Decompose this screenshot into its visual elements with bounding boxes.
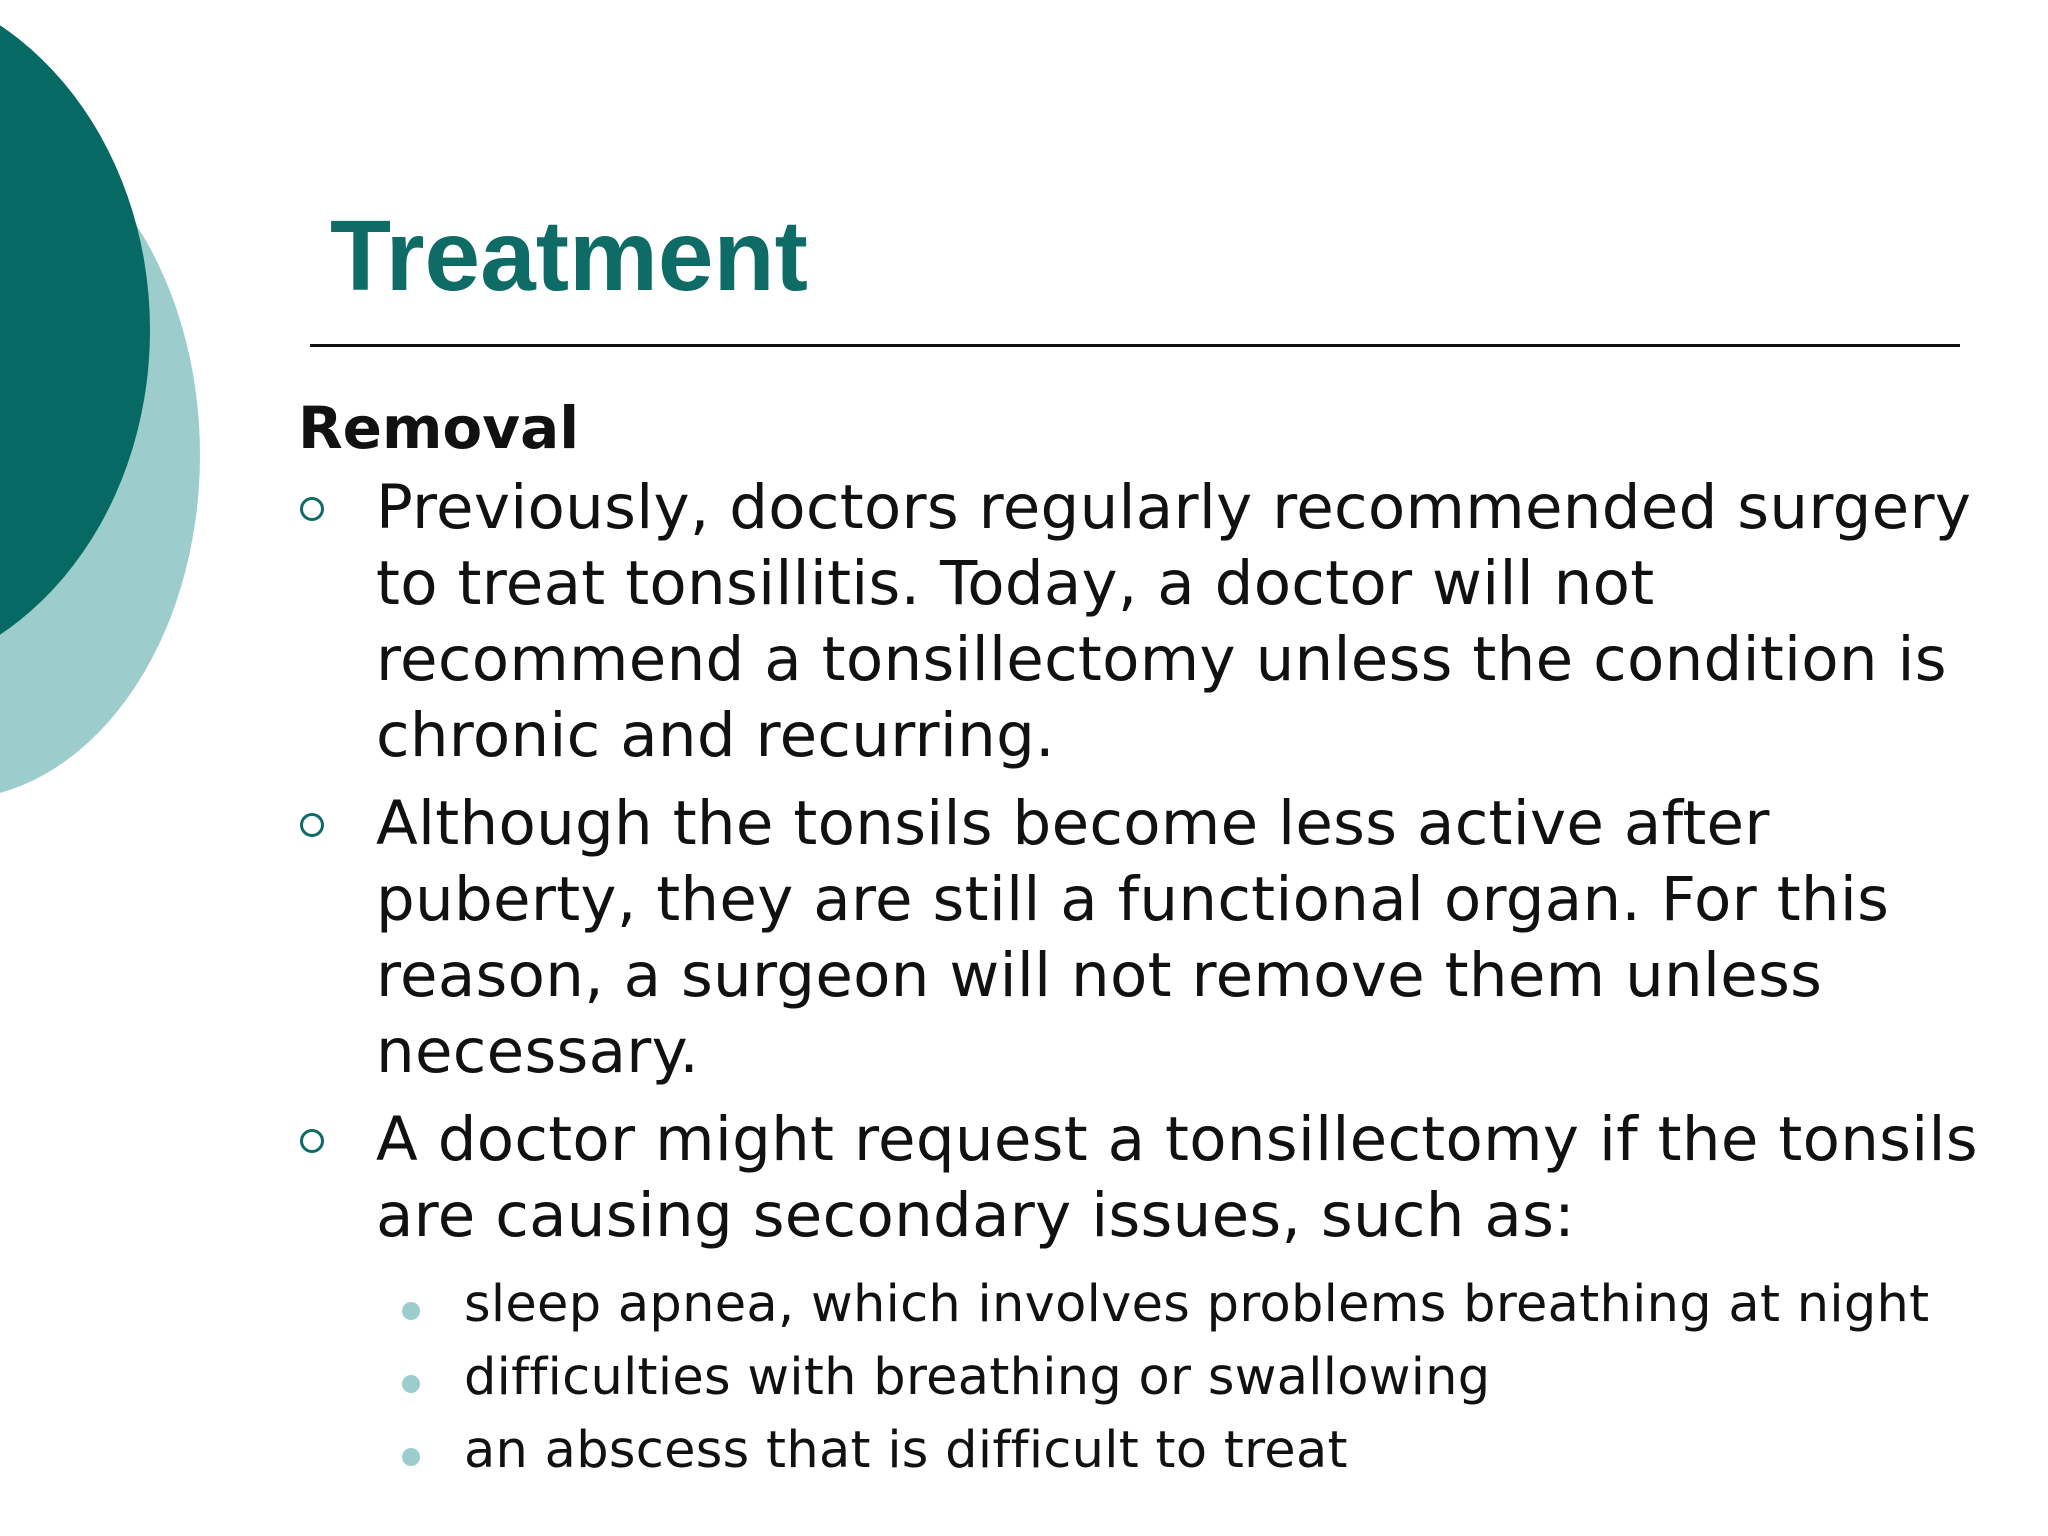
sub-bullet-text: an abscess that is difficult to treat — [464, 1421, 1348, 1480]
sub-bullet-list — [298, 1268, 1998, 1487]
sub-bullet-text: sleep apnea, which involves problems breathing at night — [464, 1275, 1930, 1334]
hollow-circle-bullet-icon — [300, 497, 324, 521]
sub-bullet-item — [298, 1268, 1998, 1341]
sub-bullet-text: difficulties with breathing or swallowing — [464, 1348, 1491, 1407]
filled-dot-bullet-icon — [402, 1302, 420, 1320]
title-divider — [310, 344, 1960, 347]
slide-body — [298, 390, 1998, 1499]
section-heading: Removal — [298, 394, 580, 462]
filled-dot-bullet-icon — [402, 1448, 420, 1466]
bullet-list — [298, 470, 1998, 1487]
hollow-circle-bullet-icon — [300, 813, 324, 837]
bullet-item — [298, 1102, 1998, 1487]
bullet-text: Previously, doctors regularly recommended surgery to treat tonsillitis. Today, a doctor will not recommend a tonsillectomy unless the condition is chronic and recurring. — [376, 472, 1972, 771]
bullet-item — [298, 470, 1998, 774]
bullet-item — [298, 786, 1998, 1090]
bullet-text: Although the tonsils become less active after puberty, they are still a functional organ. For this reason, a surgeon will not remove them unless necessary. — [376, 788, 1890, 1087]
hollow-circle-bullet-icon — [300, 1129, 324, 1153]
bullet-text: A doctor might request a tonsillectomy if the tonsils are causing secondary issues, such as: — [376, 1104, 1978, 1251]
slide-title: Treatment — [330, 200, 808, 312]
filled-dot-bullet-icon — [402, 1375, 420, 1393]
sub-bullet-item — [298, 1341, 1998, 1414]
sub-bullet-item — [298, 1414, 1998, 1487]
